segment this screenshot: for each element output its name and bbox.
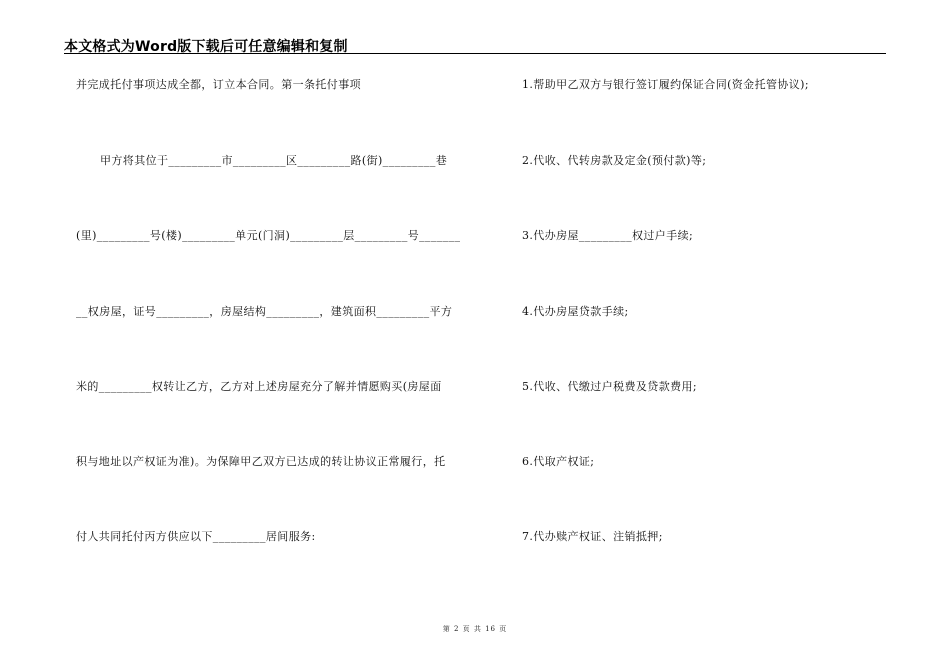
left-line-2: 甲方将其位于_________市_________区_________路(街)_________巷 (100, 154, 448, 167)
right-item-3: 3.代办房屋_________权过户手续; (522, 229, 694, 242)
right-item-1: 1.帮助甲乙双方与银行签订履约保证合同(资金托管协议); (522, 78, 809, 91)
left-line-6: 积与地址以产权证为准)。为保障甲乙双方已达成的转让协议正常履行，托 (76, 455, 446, 468)
header-divider (64, 53, 886, 54)
left-line-5: 米的_________权转让乙方，乙方对上述房屋充分了解并情愿购买(房屋面 (76, 380, 442, 393)
left-line-4: __权房屋，证号_________，房屋结构_________，建筑面积_________平方 (76, 305, 453, 318)
left-line-1: 并完成托付事项达成全都，订立本合同。第一条托付事项 (76, 78, 361, 91)
right-item-5: 5.代收、代缴过户税费及贷款费用; (522, 380, 697, 393)
right-item-6: 6.代取产权证; (522, 455, 595, 468)
left-line-3: (里)_________号(楼)_________单元(门洞)_________层_________号_______ (76, 229, 461, 242)
page-number: 第 2 页 共 16 页 (442, 625, 508, 633)
left-line-7: 付人共同托付丙方供应以下_________居间服务: (76, 530, 316, 543)
right-item-4: 4.代办房屋贷款手续; (522, 305, 629, 318)
document-header-title: 本文格式为Word版下载后可任意编辑和复制 (64, 39, 348, 55)
right-item-2: 2.代收、代转房款及定金(预付款)等; (522, 154, 707, 167)
right-item-7: 7.代办赎产权证、注销抵押; (522, 530, 663, 543)
